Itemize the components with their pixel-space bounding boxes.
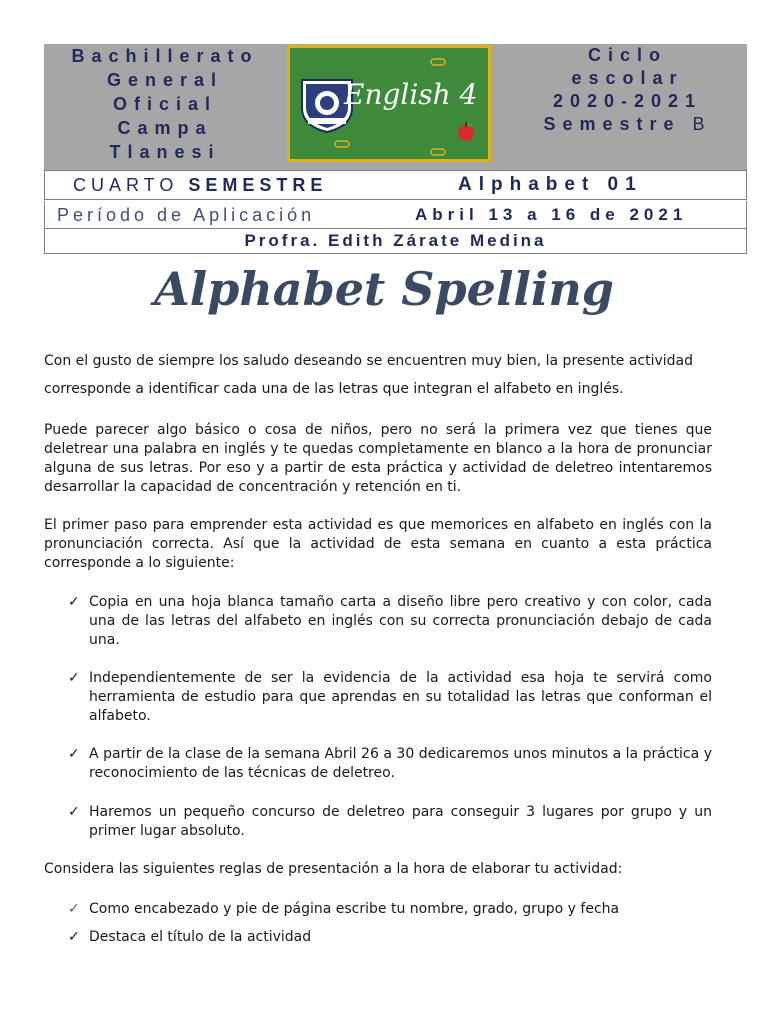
- list-item: [68, 669, 712, 726]
- cycle-line: escolar: [571, 68, 684, 88]
- period-label: Período de Aplicación: [57, 205, 316, 225]
- list-item: [68, 745, 712, 783]
- list-item: [68, 900, 712, 919]
- apple-icon: [455, 120, 477, 142]
- page-title: Alphabet Spelling: [154, 262, 614, 316]
- period-row: [44, 201, 747, 229]
- school-cycle: [508, 44, 747, 136]
- semester-word: Semestre: [543, 114, 681, 134]
- chalkboard-banner: [287, 45, 491, 162]
- semester-row: [44, 170, 747, 200]
- list-item-text: Haremos un pequeño concurso de deletreo para conseguir 3 lugares por grupo y un primer lugar absoluto.: [89, 804, 712, 839]
- semester-letter: B: [692, 114, 712, 134]
- paragraph: corresponde a identificar cada una de las letras que integran el alfabeto en inglés.: [44, 381, 624, 397]
- list-item-text: Copia en una hoja blanca tamaño carta a diseño libre pero creativo y con color, cada una de las letras del alfabeto en inglés con su correcta pronunciación debajo de cada una.: [89, 594, 712, 648]
- rules-intro: Considera las siguientes reglas de presentación a la hora de elaborar tu actividad:: [44, 861, 623, 877]
- semester-line: [508, 113, 747, 136]
- school-name: [44, 44, 286, 164]
- semestre-text: SEMESTRE: [188, 175, 328, 195]
- school-name-line: Tlanesi: [109, 142, 221, 162]
- list-item: [68, 928, 712, 947]
- list-item-text: Independientemente de ser la evidencia de la actividad esa hoja te servirá como herramienta de estudio para que aprendas en su totalidad las letras que conforman el alfabeto.: [89, 670, 712, 724]
- document-header: [44, 44, 747, 170]
- paperclip-icon: [430, 148, 446, 156]
- checkmark-icon: ✓: [68, 746, 80, 762]
- list-item-text: Destaca el título de la actividad: [89, 929, 312, 945]
- cycle-line: Ciclo: [587, 45, 667, 65]
- paragraph: El primer paso para emprender esta actividad es que memorices en alfabeto en inglés con la pronunciación correcta. Así que la actividad de esta semana en cuanto a esta práctica corresponde a lo siguiente:: [44, 517, 712, 571]
- school-name-line: Oficial: [112, 94, 218, 114]
- paragraph: Con el gusto de siempre los saludo deseando se encuentren muy bien, la presente actividad: [44, 353, 694, 369]
- list-item: [68, 593, 712, 650]
- teacher-row: [44, 229, 747, 254]
- list-item: [68, 803, 712, 841]
- checkmark-icon: ✓: [68, 804, 80, 820]
- paragraph: Puede parecer algo básico o cosa de niños, pero no será la primera vez que tienes que deletrear una palabra en inglés y te quedas completamente en blanco a la hora de pronunciar alguna de sus letras. Por eso y a partir de esta práctica y actividad de deletreo intentaremos desarrollar la capacidad de concentración y retención en ti.: [44, 422, 712, 495]
- paperclip-icon: [430, 58, 446, 66]
- list-item-text: A partir de la clase de la semana Abril 26 a 30 dedicaremos unos minutos a la práctica y reconocimiento de las técnicas de deletreo.: [89, 746, 712, 781]
- checkmark-icon: ✓: [68, 901, 80, 917]
- school-name-line: Bachillerato: [71, 46, 259, 66]
- school-name-line: Campa: [117, 118, 213, 138]
- checkmark-icon: ✓: [68, 594, 80, 610]
- period-value: Abril 13 a 16 de 2021: [415, 205, 688, 224]
- cycle-line: 2020-2021: [552, 91, 703, 111]
- unit-title: Alphabet 01: [458, 174, 643, 195]
- checkmark-icon: ✓: [68, 670, 80, 686]
- cuarto-text: CUARTO: [73, 175, 179, 195]
- checkmark-icon: ✓: [68, 929, 80, 945]
- board-title: English 4: [344, 78, 478, 111]
- teacher-name: Profra. Edith Zárate Medina: [244, 231, 547, 250]
- list-item-text: Como encabezado y pie de página escribe tu nombre, grado, grupo y fecha: [89, 901, 620, 917]
- semester-label: [73, 175, 327, 196]
- paperclip-icon: [334, 140, 350, 148]
- school-name-line: General: [106, 70, 224, 90]
